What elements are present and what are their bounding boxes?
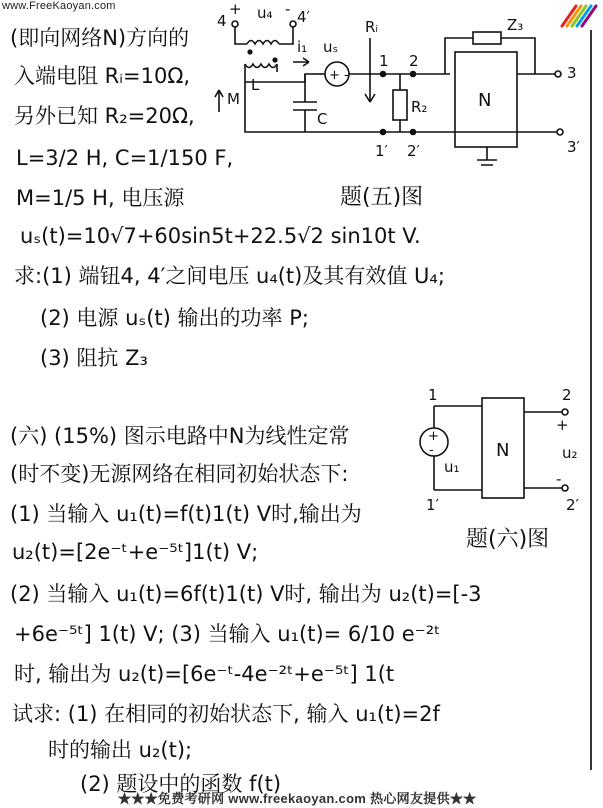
p5-source-symbol: + - — [329, 68, 349, 83]
p6-line-3: (1) 当输入 u₁(t)=f(t)1(t) V时,输出为 — [10, 502, 362, 526]
p6-circuit-diagram — [400, 384, 590, 514]
p5-label-N: N — [478, 90, 492, 111]
p5-label-u4: u₄ — [257, 4, 273, 22]
p5-label-node-4: 4 — [217, 12, 227, 30]
p5-label-plus: + — [229, 2, 242, 18]
p5-label-node-3: 3 — [567, 64, 577, 82]
p5-label-C: C — [317, 110, 328, 128]
p6-line-10: (2) 题设中的函数 f(t) — [80, 772, 282, 796]
p5-label-M: M — [227, 90, 240, 108]
p6-line-6: +6e⁻⁵ᵗ] 1(t) V; (3) 当输入 u₁(t)= 6/10 e⁻²ᵗ — [14, 622, 441, 646]
p5-circuit-diagram — [205, 2, 590, 177]
p5-label-node-2: 2 — [409, 52, 419, 70]
page-margin-line — [590, 30, 592, 770]
p6-label-node-1p: 1′ — [426, 496, 439, 514]
p5-intro-line-5: M=1/5 H, 电压源 — [16, 186, 185, 210]
p5-question-3: (3) 阻抗 Z₃ — [40, 346, 148, 370]
p5-label-Z3: Z₃ — [507, 16, 524, 34]
p5-intro-line-3: 另外已知 R₂=20Ω, — [14, 104, 195, 128]
p5-intro-line-2: 入端电阻 Rᵢ=10Ω, — [14, 64, 191, 88]
p6-line-5: (2) 当输入 u₁(t)=6f(t)1(t) V时, 输出为 u₂(t)=[-3 — [10, 582, 482, 606]
p6-label-node-2: 2 — [562, 386, 572, 404]
watermark-bottom: ★★★免费考研网 www.freekaoyan.com 热心网友提供★★ — [118, 791, 477, 806]
p6-line-4: u₂(t)=[2e⁻ᵗ+e⁻⁵ᵗ]1(t) V; — [12, 540, 259, 564]
p6-source-plus: + — [428, 429, 439, 444]
p6-line-2: (时不变)无源网络在相同初始状态下: — [10, 462, 349, 486]
p6-out-minus: - — [556, 470, 562, 488]
p6-line-7: 时, 输出为 u₂(t)=[6e⁻ᵗ-4e⁻²ᵗ+e⁻⁵ᵗ] 1(t — [14, 662, 395, 686]
p5-label-node-2p: 2′ — [407, 142, 420, 160]
p6-label-N: N — [496, 440, 510, 461]
p5-label-node-1: 1 — [379, 52, 389, 70]
watermark-top: www.FreeKaoyan.com — [2, 0, 116, 12]
p5-label-us: uₛ — [323, 38, 339, 56]
p5-question-1: 求:(1) 端钮4, 4′之间电压 u₄(t)及其有效值 U₄; — [14, 264, 445, 288]
p5-intro-line-1: (即向网络N)方向的 — [10, 26, 190, 50]
p6-line-8: 试求: (1) 在相同的初始状态下, 输入 u₁(t)=2f — [12, 702, 440, 726]
p6-line-9: 时的输出 u₂(t); — [48, 738, 193, 762]
p5-label-i1: i₁ — [297, 38, 308, 56]
p5-label-node-3p: 3′ — [567, 138, 580, 156]
p5-label-Ri: Rᵢ — [365, 18, 379, 36]
p5-label-minus: - — [285, 2, 291, 18]
p6-out-plus: + — [556, 416, 569, 434]
p6-label-node-1: 1 — [428, 386, 438, 404]
p6-label-u2: u₂ — [562, 444, 578, 462]
p6-figure-caption: 题(六)图 — [466, 527, 550, 552]
p5-label-R2: R₂ — [411, 98, 428, 116]
p6-source-minus: - — [429, 443, 434, 458]
p5-label-L: L — [251, 76, 260, 94]
p6-label-u1: u₁ — [444, 458, 460, 476]
p5-question-2: (2) 电源 uₛ(t) 输出的功率 P; — [40, 306, 309, 330]
p5-label-node-4p: 4′ — [297, 8, 310, 26]
p6-line-1: (六) (15%) 图示电路中N为线性定常 — [10, 424, 350, 448]
p5-label-node-1p: 1′ — [375, 142, 388, 160]
p5-figure-caption: 题(五)图 — [340, 185, 424, 210]
p5-source-equation: uₛ(t)=10√7+60sin5t+22.5√2 sin10t V. — [20, 224, 421, 248]
p6-label-node-2p: 2′ — [566, 496, 579, 514]
p5-intro-line-4: L=3/2 H, C=1/150 F, — [16, 146, 234, 170]
